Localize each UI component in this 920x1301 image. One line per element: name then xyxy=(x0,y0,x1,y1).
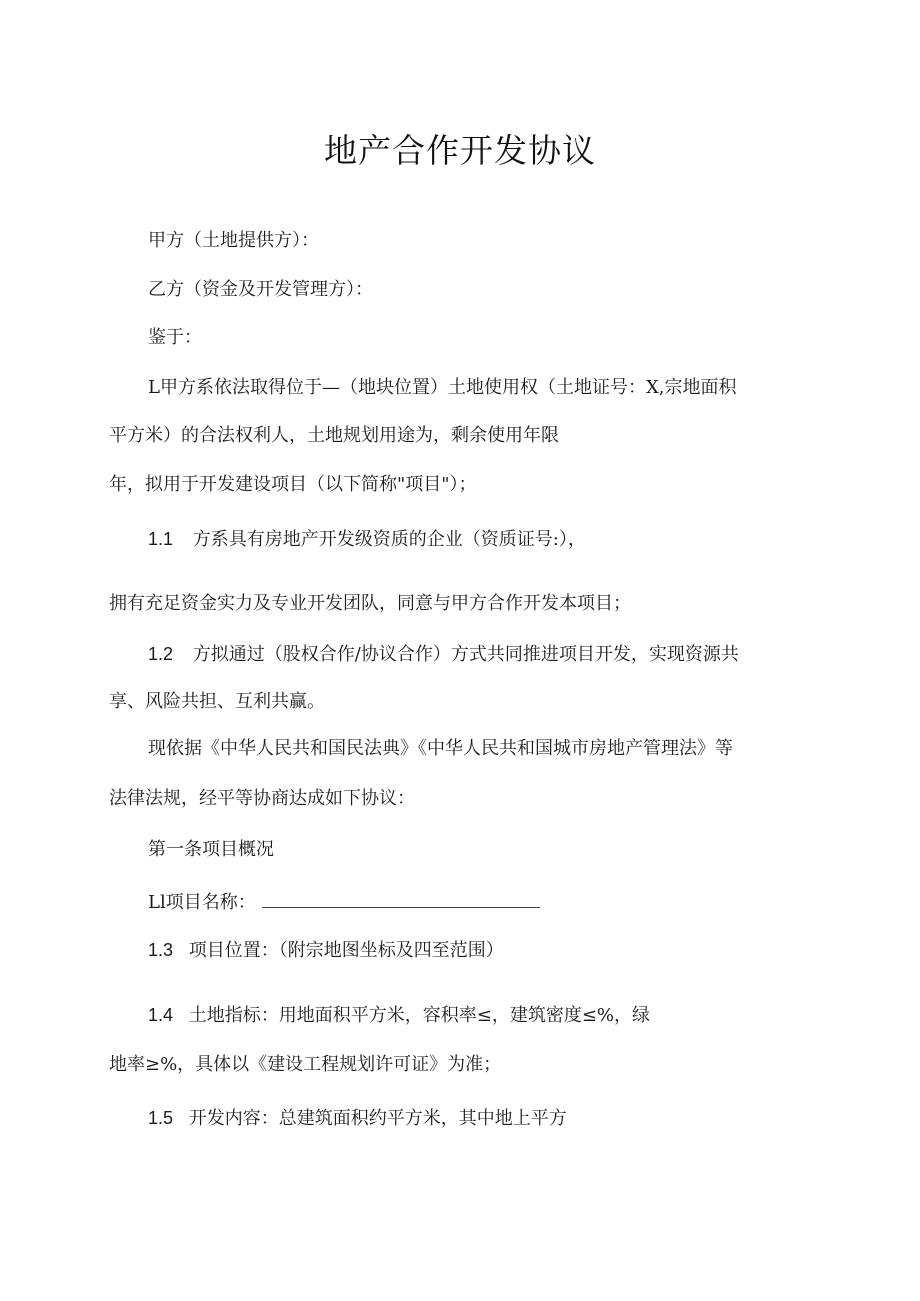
whereas-item-1-2-line2: 享、风险共担、互利共赢。 xyxy=(109,691,325,712)
item-text: 项目位置：（附宗地图坐标及四至范围） xyxy=(188,940,504,961)
item-text: 方拟通过（股权合作/协议合作）方式共同推进项目开发，实现资源共 xyxy=(192,644,739,665)
item-text: 土地指标：用地面积平方米，容积率≤，建筑密度≤%，绿 xyxy=(188,1005,651,1026)
item-number: 1.4 xyxy=(148,1005,174,1025)
party-b-line: 乙方（资金及开发管理方）： xyxy=(148,279,373,300)
project-name-label: Ll项目名称： xyxy=(148,892,256,913)
item-1-4-line2: 地率≥%，具体以《建设工程规划许可证》为准； xyxy=(109,1054,502,1075)
item-1-3-line xyxy=(148,938,504,963)
whereas-item-l-line3: 年，拟用于开发建设项目（以下简称"项目"）； xyxy=(109,474,477,495)
item-1-5-line xyxy=(148,1106,567,1131)
whereas-heading: 鉴于： xyxy=(148,327,202,348)
item-text: 开发内容：总建筑面积约平方米，其中地上平方 xyxy=(188,1108,567,1129)
article-1-heading: 第一条项目概况 xyxy=(148,839,274,860)
whereas-item-1-1-line1 xyxy=(148,527,586,552)
document-title: 地产合作开发协议 xyxy=(324,131,596,170)
item-number: 1.1 xyxy=(148,529,174,549)
item-number: 1.2 xyxy=(148,644,174,664)
whereas-item-l-line2: 平方米）的合法权利人，土地规划用途为，剩余使用年限 xyxy=(109,425,559,446)
basis-line2: 法律法规，经平等协商达成如下协议： xyxy=(109,788,415,809)
whereas-item-l-line1: L甲方系依法取得位于—（地块位置）土地使用权（土地证号：X,宗地面积 xyxy=(148,377,737,398)
basis-line1: 现依据《中华人民共和国民法典》《中华人民共和国城市房地产管理法》等 xyxy=(148,738,733,759)
item-text: 方系具有房地产开发级资质的企业（资质证号:）， xyxy=(192,529,586,550)
project-name-line xyxy=(148,889,540,915)
item-number: 1.5 xyxy=(148,1108,174,1128)
item-1-4-line1 xyxy=(148,1003,650,1028)
whereas-item-1-2-line1 xyxy=(148,642,739,667)
item-number: 1.3 xyxy=(148,940,174,960)
whereas-item-1-1-line2: 拥有充足资金实力及专业开发团队，同意与甲方合作开发本项目； xyxy=(109,593,631,614)
project-name-blank xyxy=(262,889,540,908)
party-a-line: 甲方（土地提供方）： xyxy=(148,230,319,251)
